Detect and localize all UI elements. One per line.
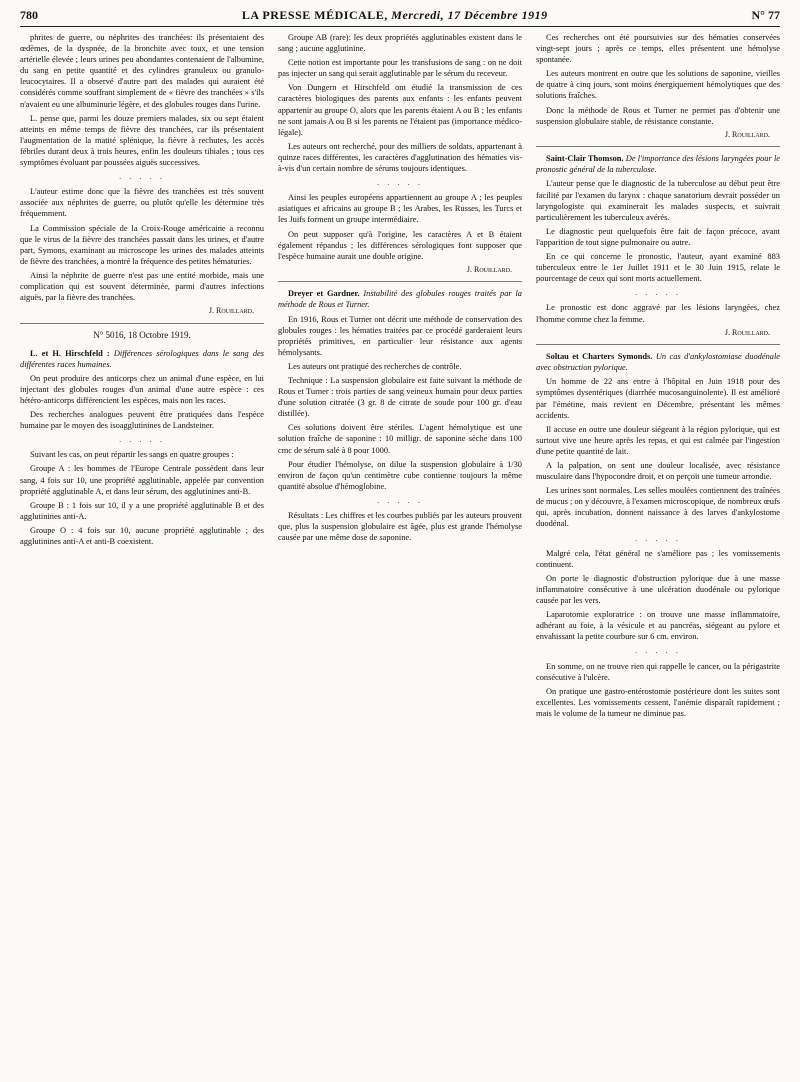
paragraph: L. pense que, parmi les douze premiers malades, six ou sept étaient atteints en même temps de fièvre des tranchées, car ils présentaient l'augmentation de la matité splénique, la fièvre à rechutes, les accès fébriles durant deux à trois heures, enfin les douleurs tibiales ; tous ces symptômes évoluant par poussées aiguës successives. [20,113,264,168]
article-title: Un cas d'ankylostomiase duodénale avec obstruction pylorique. [536,352,780,373]
paragraph: Les auteurs ont pratiqué des recherches de contrôle. [288,361,462,371]
paragraph: Résultats : Les chiffres et les courbes publiés par les auteurs prouvent que, plus la suspension globulaire est âgée, plus est grande l'hémolyse causée par une même dose de saponine. [278,511,522,543]
paragraph: Suivant les cas, on peut répartir les sangs en quatre groupes : [30,450,234,460]
paragraph: Donc la méthode de Rous et Turner ne permet pas d'obtenir une suspension globulaire stable, de résistance constante. [536,105,780,126]
elided-text-marker: . . . . . [119,435,165,445]
article-heading [278,288,522,310]
running-header [20,8,780,27]
journal-title: LA PRESSE MÉDICALE, [241,8,388,22]
article-title: De l'importance des lésions laryngées pour le pronostic général de la tuberculose. [536,154,780,175]
paragraph: Ces solutions doivent être stériles. L'agent hémolytique est une solution fraîche de saponine : 10 milligr. de saponine sèche dans 100 cmc de sérum salé à 8 pour 1000. [278,423,522,455]
paragraph: Groupe O : 4 fois sur 10, aucune propriété agglutinable ; des agglutinines anti-A et anti-B coexistent. [20,525,264,546]
issue-number: N° 77 [751,8,780,22]
paragraph: Von Dungern et Hirschfeld ont étudié la transmission de ces caractères biologiques des parents aux enfants : les enfants peuvent appartenir au groupe O, alors que les parents étaient A ou B ; les enfants ne sont jamais A ou B si les parents ne l'étaient pas (importance médico-légale). [278,83,522,137]
elided-text-marker: . . . . . [119,172,165,182]
author-signature: J. Rouillard. [208,306,254,316]
paragraph: Ces recherches ont été poursuivies sur des hématies conservées vingt-sept jours ; après ce temps, elles présentent une hémolyse spontanée. [536,33,780,65]
paragraph: On peut supposer qu'à l'origine, les caractères A et B étaient également répandus ; les différences sérologiques font supposer que l'espèce humaine aurait une double origine. [278,229,522,261]
article-heading [20,348,264,370]
paragraph: On porte le diagnostic d'obstruction pylorique due à une masse inflammatoire consécutive à une ulcération duodénale ou pylorique causée par les vers. [536,573,780,606]
elided-text-marker: . . . . . [635,533,681,543]
paragraph: Pour étudier l'hémolyse, on dilue la suspension globulaire à 1/30 environ de façon qu'un centimètre cube contienne toujours la même quantité absolue d'hémoglobine. [278,459,522,491]
issue-date: Mercredi, 17 Décembre 1919 [391,8,548,22]
paragraph: On pratique une gastro-entérostomie postérieure dont les suites sont excellentes. Les vomissements cessent, l'anémie disparaît rapidement ; mais le volume de la tumeur ne diminue pas. [536,686,780,718]
paragraph: Un homme de 22 ans entre à l'hôpital en Juin 1918 pour des symptômes dysentériques (diarrhée mucosanguinolente). Il est amélioré par l'émétine, mais revient en Décembre, présentant les mêmes accidents. [536,377,780,420]
article-heading [536,351,780,373]
text-columns [20,32,780,1072]
column-middle [278,32,522,1072]
journal-reference: N° 5016, 18 Octobre 1919. [93,329,191,340]
elided-text-marker: . . . . . [635,288,681,298]
paragraph: Cette notion est importante pour les transfusions de sang : on ne doit pas injecter un sang qui serait agglutinable par le sérum du receveur. [278,58,522,79]
article-title: Instabilité des globules rouges traités par la méthode de Rous et Turner. [278,289,522,310]
paragraph: Ainsi les peuples européens appartiennent au groupe A ; les peuples asiatiques et africains au groupe B ; les Arabes, les Russes, les Turcs et les Juifs forment un groupe intermédiaire. [278,193,522,225]
divider [278,281,522,282]
paragraph: Le diagnostic peut quelquefois être fait de façon précoce, avant l'apparition de tout signe pulmonaire ou autre. [536,226,780,247]
paragraph: La Commission spéciale de la Croix-Rouge américaine a reconnu que le virus de la fièvre des tranchées passait dans les urines, et d'autre part, Symons, examinant au microscope les urines des malades atteints de fièvre des tranchées, a montré la fréquence des petites hématuries. [20,223,264,266]
paragraph: Le pronostic est donc aggravé par les lésions laryngées, chez l'homme comme chez la femme. [536,303,780,324]
article-authors: L. et H. Hirschfeld : [30,348,110,358]
article-authors: Saint-Clair Thomson. [546,154,624,164]
paragraph: En 1916, Rous et Turner ont décrit une méthode de conservation des globules rouges : les hématies traitées par ce procédé garderaient leurs propriétés primitives, en particulier leur résistance aux agents hémolysants. [278,314,522,357]
paragraph: Les auteurs ont recherché, pour des milliers de soldats, appartenant à quinze races différentes, les caractères d'agglutination des hématies vis-à-vis d'un certain nombre de sérums toujours identiques. [278,141,522,174]
paragraph: Malgré cela, l'état général ne s'améliore pas ; les vomissements continuent. [536,548,780,569]
author-signature: J. Rouillard. [724,327,770,337]
author-signature: J. Rouillard. [466,264,512,274]
paragraph: Les urines sont normales. Les selles moulées contiennent des traînées de mucus ; on y découvre, à l'examen microscopique, de nombreux œufs qui, après incubation, donnent naissance à des larves d'ankylostome duodénal. [536,486,780,529]
paragraph: phrites de guerre, ou néphrites des tranchées: ils présentaient des œdèmes, de la dyspnée, de la bronchite avec toux, et une tension artérielle élevée ; leurs urines peu abondantes contenaient de l'albumine, du sang en petite quantité et des cylindres granuleux ou granulo-leucocytaires. Il a observé d'autre part des malades qui auraient été considérés comme souffrant simplement de « fièvre des tranchées » s'ils n'avaient eu une albuminurie légère, et des globules rouges dans l'urine. [20,33,264,109]
paragraph: Laparotomie exploratrice : on trouve une masse inflammatoire, adhérant au foie, à la vésicule et au pancréas, siégeant au pylore et envahissant la petite courbure sur 6 cm. environ. [536,610,780,642]
paragraph: Ainsi la néphrite de guerre n'est pas une entité morbide, mais une complication qui est souvent déterminée, parmi d'autres infections aiguës, par la fièvre des tranchées. [20,270,264,303]
elided-text-marker: . . . . . [377,178,423,188]
article-title: Différences sérologiques dans le sang des différentes races humaines. [20,348,264,369]
paragraph: L'auteur pense que le diagnostic de la tuberculose au début peut être facilité par l'examen du larynx : chaque sanatorium devrait posséder un laryngologiste qui examinerait les malades suspects, et suivrait particulièrement les tuberculeux avérés. [536,179,780,222]
elided-text-marker: . . . . . [377,495,423,505]
paragraph: Groupe B : 1 fois sur 10, il y a une propriété agglutinable B et des agglutinines anti-A. [20,500,264,521]
paragraph: En somme, on ne trouve rien qui rappelle le cancer, ou la périgastrite consécutive à l'ulcère. [536,661,780,682]
article-authors: Dreyer et Gardner. [288,289,360,299]
paragraph: On peut produire des anticorps chez un animal d'une espèce, en lui injectant des globules rouges d'un animal d'une autre espèce : ces hétéro-anticorps différencient les espèces, mais non les races. [20,373,264,405]
divider [536,344,780,345]
page-number: 780 [20,8,38,22]
paragraph: Groupe AB (rare): les deux propriétés agglutinables existent dans le sang ; aucune agglutinine. [278,33,522,54]
author-signature: J. Rouillard. [724,129,770,139]
paragraph: Groupe A : les hommes de l'Europe Centrale possèdent dans leur sang, 4 fois sur 10, une propriété agglutinable, appelée par convention propriété agglutinable A, et dans leur sérum, des agglutinines anti-B. [20,464,264,496]
journal-title-line [242,8,548,23]
paragraph: Il accuse en outre une douleur siégeant à la région pylorique, qui est surtout vive une heure après les repas, et qui est calmée par l'ingestion d'une petite quantité de lait. [536,424,780,456]
divider [536,146,780,147]
article-heading [536,153,780,175]
paragraph: A la palpation, on sent une douleur localisée, avec résistance musculaire dans l'hypocondre droit, et on perçoit une tumeur arrondie. [536,461,780,482]
paragraph: Technique : La suspension globulaire est faite suivant la méthode de Rous et Turner : trois parties de sang veineux humain pour deux parties d'une solution citratée (3 gr. 8 de citrate de soude pour 100 gr. d'eau distillée). [278,375,522,419]
article-authors: Soltau et Charters Symonds. [546,352,653,362]
elided-text-marker: . . . . . [635,646,681,656]
paragraph: Les auteurs montrent en outre que les solutions de saponine, vieilles de quatre à cinq jours, sont moins énergiquement hémolytiques que des solutions fraîches. [536,69,780,101]
paragraph: En ce qui concerne le pronostic, l'auteur, ayant examiné 883 tuberculeux entre le 1er Juillet 1911 et le 30 Juin 1915, relate le pourcentage de ceux qui sont morts actuellement. [536,252,780,284]
column-right [536,32,780,1072]
paragraph: L'auteur estime donc que la fièvre des tranchées est très souvent associée aux néphrites de guerre, ou plutôt qu'elle les détermine très fréquemment. [20,187,264,219]
column-left [20,32,264,1072]
divider [20,323,264,324]
paragraph: Des recherches analogues peuvent être pratiquées dans l'espèce humaine par le moyen des isoagglutinines de Landsteiner. [20,410,264,431]
